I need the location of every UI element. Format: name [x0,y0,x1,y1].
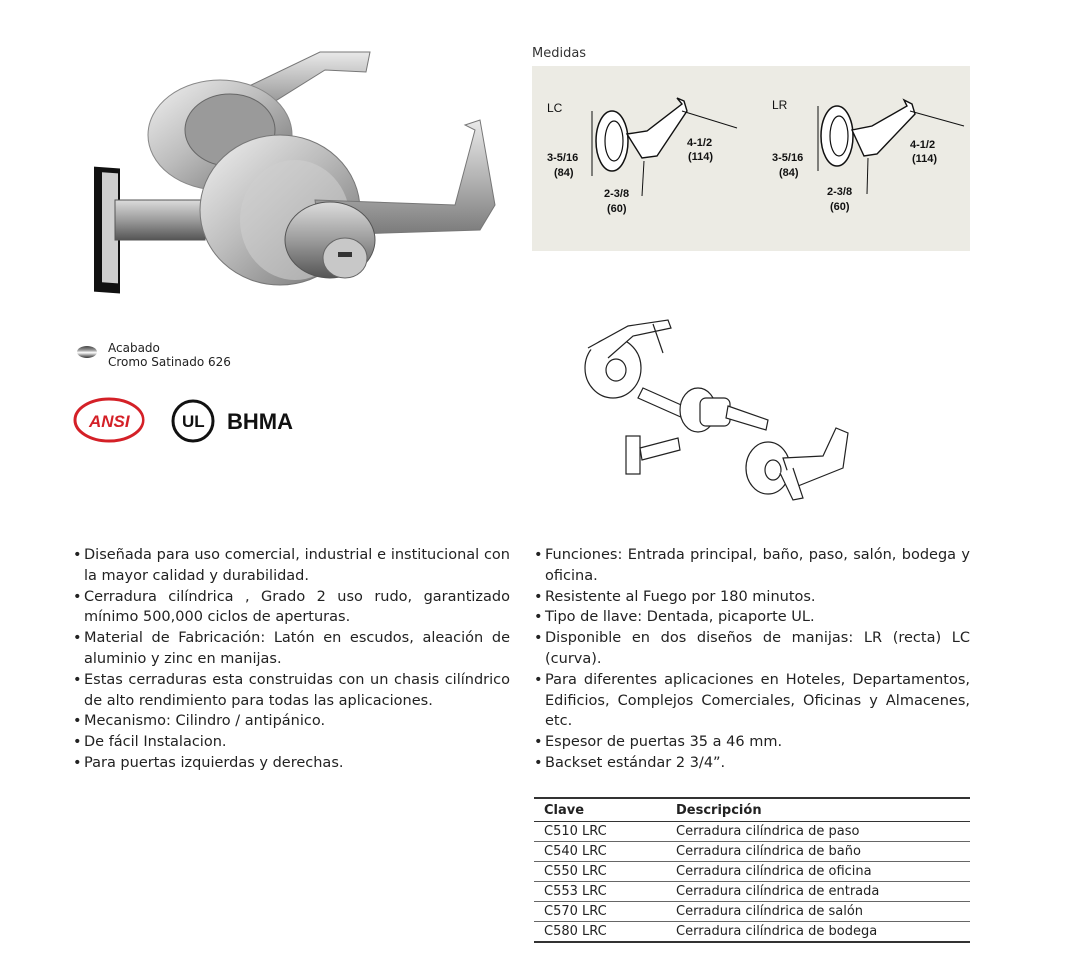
list-item: • Tipo de llave: Dentada, picaporte UL. [534,607,970,628]
description-cell: Cerradura cilíndrica de entrada [666,882,970,902]
description-cell: Cerradura cilíndrica de oficina [666,862,970,882]
lr-height: 3-5/16 [772,152,804,164]
description-cell: Cerradura cilíndrica de salón [666,902,970,922]
lr-diagram [772,98,964,213]
list-item: • De fácil Instalacion. [73,732,510,753]
list-item: • Espesor de puertas 35 a 46 mm. [534,732,970,753]
table-row [534,902,970,922]
code-cell: C570 LRC [534,902,666,922]
column-header-code: Clave [534,798,666,822]
table-row [534,822,970,842]
code-cell: C553 LRC [534,882,666,902]
finish-value: Cromo Satinado 626 [108,355,231,369]
table-row [534,882,970,902]
list-item: • Estas cerraduras esta construidas con un chasis cilíndrico de alto rendimiento para todas las aplicaciones. [73,670,510,712]
code-cell: C510 LRC [534,822,666,842]
finish-label: Acabado [108,341,160,355]
code-cell: C540 LRC [534,842,666,862]
list-item: • Para puertas izquierdas y derechas. [73,753,510,774]
lr-height-mm: (84) [779,167,799,179]
lc-depth-mm: (60) [607,203,627,215]
lc-diagram [547,98,737,215]
list-item: • Backset estándar 2 3/4”. [534,753,970,774]
description-cell: Cerradura cilíndrica de bodega [666,922,970,943]
description-cell: Cerradura cilíndrica de paso [666,822,970,842]
lc-lever: 4-1/2 [687,137,713,149]
lr-depth-mm: (60) [830,201,850,213]
table-row [534,922,970,943]
dimensions-diagram [532,66,970,251]
ansi-logo [75,399,143,441]
lc-height: 3-5/16 [547,152,579,164]
code-cell: C550 LRC [534,862,666,882]
ul-logo [173,401,213,441]
lr-lever-mm: (114) [912,153,938,165]
ansi-text: ANSI [89,412,130,431]
list-item: • Material de Fabricación: Latón en escudos, aleación de aluminio y zinc en manijas. [73,628,510,670]
lc-height-mm: (84) [554,167,574,179]
list-item: • Mecanismo: Cilindro / antipánico. [73,711,510,732]
certification-logos [72,393,302,452]
list-item: • Cerradura cilíndrica , Grado 2 uso rudo, garantizado mínimo 500,000 ciclos de aperturas. [73,587,510,629]
lc-lever-mm: (114) [688,151,714,163]
lr-label: LR [772,98,788,112]
lr-lever: 4-1/2 [910,139,936,151]
model-codes-table [534,797,970,943]
list-item: • Funciones: Entrada principal, baño, paso, salón, bodega y oficina. [534,545,970,587]
lc-label: LC [547,101,563,115]
features-list-right [534,545,970,774]
list-item: • Resistente al Fuego por 180 minutos. [534,587,970,608]
dimensions-title: Medidas [532,46,587,61]
code-cell: C580 LRC [534,922,666,943]
list-item: • Para diferentes aplicaciones en Hoteles, Departamentos, Edificios, Complejos Comerciales, Oficinas y Almacenes, etc. [534,670,970,732]
table-row [534,842,970,862]
list-item: • Diseñada para uso comercial, industrial e institucional con la mayor calidad y durabilidad. [73,545,510,587]
table-row [534,862,970,882]
column-header-description: Descripción [666,798,970,822]
table-header-row [534,798,970,822]
features-list-left [73,545,510,774]
exploded-view-diagram [568,318,858,508]
ul-text: UL [182,412,205,431]
bhma-logo: BHMA [227,409,293,434]
lr-depth: 2-3/8 [827,186,853,198]
description-cell: Cerradura cilíndrica de baño [666,842,970,862]
finish-info [108,341,231,369]
lc-depth: 2-3/8 [604,188,630,200]
product-photo [70,40,510,300]
finish-swatch [77,346,97,358]
list-item: • Disponible en dos diseños de manijas: LR (recta) LC (curva). [534,628,970,670]
